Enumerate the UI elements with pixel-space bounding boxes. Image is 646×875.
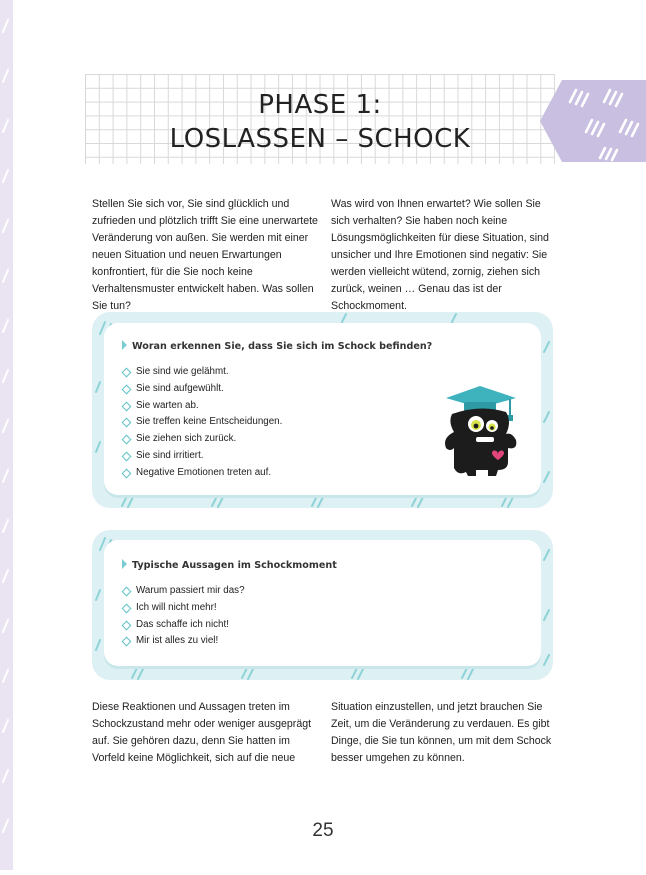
list-item: Ich will nicht mehr! (122, 600, 245, 617)
diamond-bullet-icon (122, 384, 132, 394)
triangle-arrow-icon (122, 559, 127, 569)
diamond-bullet-icon (122, 468, 132, 478)
list-item: Negative Emotionen treten auf. (122, 465, 282, 482)
list-item: Warum passiert mir das? (122, 583, 245, 600)
statements-box-title-text: Typische Aussagen im Schockmoment (132, 560, 337, 571)
list-item: Sie warten ab. (122, 398, 282, 415)
list-item: Sie treffen keine Entscheidungen. (122, 414, 282, 431)
monster-graduate-icon (438, 382, 522, 478)
statements-box-title (122, 559, 337, 571)
left-decorative-strip (0, 0, 13, 870)
diamond-bullet-icon (122, 418, 132, 428)
symptoms-list (122, 364, 282, 482)
symptoms-box-title-text: Woran erkennen Sie, dass Sie sich im Schock befinden? (132, 341, 433, 352)
title-line-2: LOSLASSEN – SCHOCK (169, 124, 471, 154)
purple-tag-icon (540, 80, 646, 162)
list-item: Mir ist alles zu viel! (122, 633, 245, 650)
diamond-bullet-icon (122, 587, 132, 597)
outro-paragraph-left: Diese Reaktionen und Aussagen treten im Schockzustand mehr oder weniger ausgeprägt auf. Sie gehören dazu, denn Sie hatten im Vorfeld keine Möglichkeit, sich auf die neue (92, 701, 312, 764)
diamond-bullet-icon (122, 401, 132, 411)
page-title (85, 88, 555, 156)
list-item: Sie ziehen sich zurück. (122, 431, 282, 448)
strip-hatch-icon (0, 0, 13, 870)
title-line-1: PHASE 1: (258, 90, 382, 120)
diamond-bullet-icon (122, 603, 132, 613)
intro-paragraph-right: Was wird von Ihnen erwartet? Wie sollen Sie sich verhalten? Sie haben noch keine Lösungsmöglichkeiten für diese Situation, sind unsicher und Ihre Emotionen sind negativ: Sie werden vielleicht wütend, zornig, ziehen sich zurück, weinen … Genau das ist der Schockmoment. (331, 198, 549, 312)
list-item: Sie sind irritiert. (122, 448, 282, 465)
list-item: Sie sind aufgewühlt. (122, 381, 282, 398)
statements-list (122, 583, 245, 650)
diamond-bullet-icon (122, 620, 132, 630)
diamond-bullet-icon (122, 368, 132, 378)
diamond-bullet-icon (122, 452, 132, 462)
diamond-bullet-icon (122, 637, 132, 647)
outro-paragraph-right: Situation einzustellen, und jetzt brauchen Sie Zeit, um die Veränderung zu verdauen. Es gibt Dinge, die Sie tun können, um mit dem Schock besser umgehen zu können. (331, 701, 552, 764)
list-item: Das schaffe ich nicht! (122, 617, 245, 634)
triangle-arrow-icon (122, 340, 127, 350)
symptoms-box-title (122, 340, 432, 352)
page-number: 25 (312, 820, 334, 841)
intro-paragraph-left: Stellen Sie sich vor, Sie sind glücklich und zufrieden und plötzlich trifft Sie eine unerwartete Veränderung von außen. Sie werden mit einer neuen Situation und neuen Erwartungen konfrontiert, für die Sie noch keine Verhaltensmuster entwickelt haben. Was sollen Sie tun? (92, 198, 318, 312)
diamond-bullet-icon (122, 435, 132, 445)
list-item: Sie sind wie gelähmt. (122, 364, 282, 381)
